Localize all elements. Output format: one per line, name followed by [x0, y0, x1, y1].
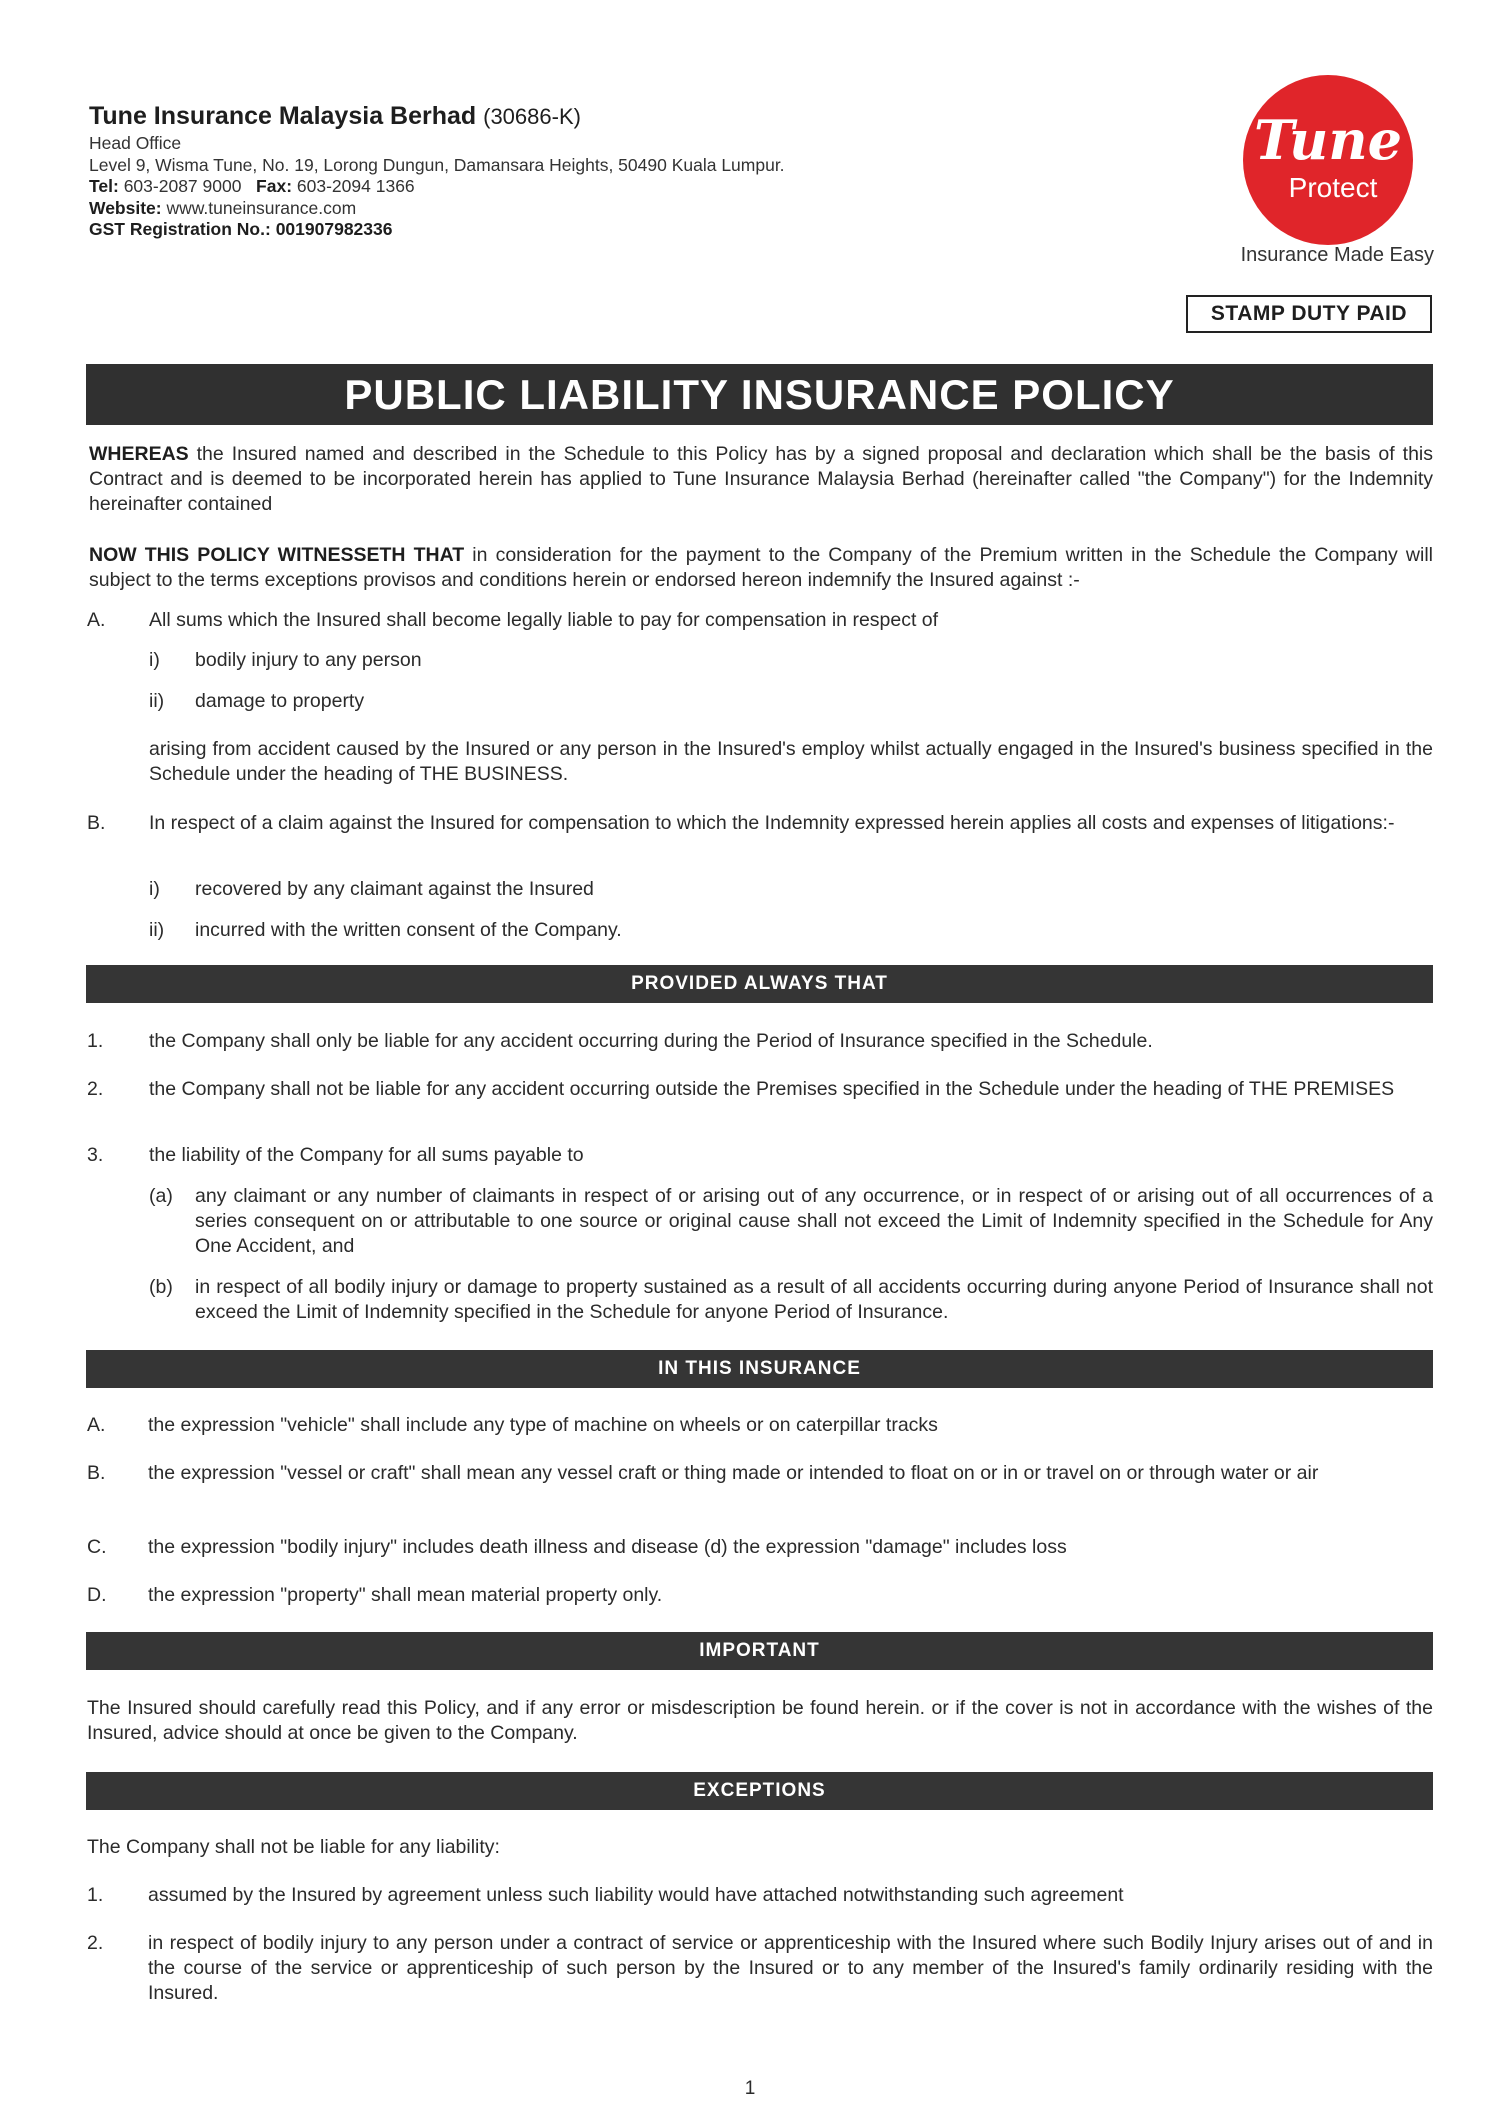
whereas-paragraph: WHEREAS the Insured named and described in the Schedule to this Policy has by a signed proposal and declaration which shall be the basis of this Contract and is deemed to be incorporated herein has applied to Tune Insurance Malaysia Berhad (hereinafter called "the Company") for the Indemnity hereinafter contained: [89, 443, 1433, 515]
company-address: Level 9, Wisma Tune, No. 19, Lorong Dungun, Damansara Heights, 50490 Kuala Lumpur.: [89, 154, 785, 175]
company-reg: (30686-K): [483, 104, 581, 129]
in-this-insurance-heading: IN THIS INSURANCE: [86, 1350, 1433, 1388]
page-number: 1: [744, 2078, 756, 2099]
exceptions-heading: EXCEPTIONS: [86, 1772, 1433, 1810]
provided-heading: PROVIDED ALWAYS THAT: [86, 965, 1433, 1003]
company-info: [89, 100, 989, 241]
logo-sub-text: Protect: [1288, 172, 1378, 203]
website-value: www.tuneinsurance.com: [166, 197, 357, 218]
tune-protect-logo: [1241, 73, 1415, 247]
clause-a-tail: arising from accident caused by the Insured or any person in the Insured's employ whilst actually engaged in the Insured's business specified in the Schedule under the heading of THE BUSINESS.: [149, 738, 1433, 785]
company-name: Tune Insurance Malaysia Berhad (30686-K): [89, 102, 581, 130]
witnesseth-paragraph: NOW THIS POLICY WITNESSETH THAT in consideration for the payment to the Company of the Premium written in the Schedule the Company will subject to the terms exceptions provisos and conditions herein or endorsed hereon indemnify the Insured against :-: [89, 544, 1433, 591]
tagline: Insurance Made Easy: [1240, 244, 1434, 266]
policy-page: Tune Insurance Malaysia Berhad (30686-K) Head Office Level 9, Wisma Tune, No. 19, Lorong Dungun, Damansara Heights, 50490 Kuala Lumpur. Tel: 603-2087 9000 Fax: 603-2094 1366 Website: www.tuneinsurance.com GST Registration No.: 001907982336 Tune Protect Insurance Made Easy STAMP DUTY PAID PUBLIC LIABILITY INSURANCE POLICY WHEREAS the Insured named and described in the Schedule to this Policy has by a signed proposal and declaration which shall be the basis of this Contract and is deemed to be incorporated herein has applied to Tune Insurance Malaysia Berhad (hereinafter called "the Company") for the Indemnity hereinafter contained NOW THIS POLICY WITNESSETH THAT in consideration for the payment to the Company of the Premium written in the Schedule the Company will subject to the terms exceptions provisos and conditions herein or endorsed hereon indemnify the Insured against :- A. All sums which the Insured shall become legally liable to pay for compensation in respect of i) bodily injury to any person ii) damage to property arising from accident caused by the Insured or any person in the Insured's employ whilst actually engaged in the Insured's business specified in the Schedule under the heading of THE BUSINESS. B. In respect of a claim against the Insured for compensation to which the Indemnity expressed herein applies all costs and expenses of litigations:- i) recovered by any claimant against the Insured ii) incurred with the written consent of the Company. PROVIDED ALWAYS THAT 1. the Company shall only be liable for any accident occurring during the Period of Insurance specified in the Schedule. 2. the Company shall not be liable for any accident occurring outside the Premises specified in the Schedule under the heading of THE PREMISES 3. the liability of the Company for all sums payable to (a) any claimant or any number of claimants in respect of or arising out of any occurrence, or in respect of or arising out of all occurrences of a series consequent on or attributable to one source or original cause shall not exceed the Limit of Indemnity specified in the Schedule for Any One Accident, and (b) in respect of all bodily injury or damage to property sustained as a result of all accidents occurring during anyone Period of Insurance shall not exceed the Limit of Indemnity specified in the Schedule for anyone Period of Insurance. IN THIS INSURANCE A. the expression "vehicle" shall include any type of machine on wheels or on caterpillar tracks B. the expression "vessel or craft" shall mean any vessel craft or thing made or intended to float on or in or travel on or through water or air C. the expression "bodily injury" includes death illness and disease (d) the expression "damage" includes loss D. the expression "property" shall mean material property only. IMPORTANT The Insured should carefully read this Policy, and if any error or misdescription be found herein. or if the cover is not in accordance with the wishes of the Insured, advice should at once be given to the Company. EXCEPTIONS The Company shall not be liable for any liability: 1. assumed by the Insured by agreement unless such liability would have attached notwithstanding such agreement 2. in respect of bodily injury to any person under a contract of service or apprenticeship with the Insured where such Bodily Injury arises out of and in the course of the service or apprenticeship of such person by the Insured or to any member of the Insured's family ordinarily residing with the Insured. 1: [0, 0, 1500, 2121]
gst-value: 001907982336: [275, 219, 393, 239]
website-line: Website: www.tuneinsurance.com: [89, 197, 357, 218]
fax-value: 603-2094 1366: [296, 176, 415, 196]
policy-title: PUBLIC LIABILITY INSURANCE POLICY: [86, 364, 1433, 425]
exceptions-lead: The Company shall not be liable for any liability:: [87, 1836, 500, 1858]
contact-line: Tel: 603-2087 9000 Fax: 603-2094 1366: [89, 176, 415, 196]
tel-value: 603-2087 9000: [123, 176, 242, 196]
important-text: The Insured should carefully read this Policy, and if any error or misdescription be found herein. or if the cover is not in accordance with the wishes of the Insured, advice should at once be given to the Company.: [87, 1697, 1433, 1744]
important-heading: IMPORTANT: [86, 1632, 1433, 1670]
gst-line: GST Registration No.: 001907982336: [89, 219, 393, 239]
office-label: Head Office: [89, 133, 182, 153]
stamp-duty-box: STAMP DUTY PAID: [1186, 295, 1432, 333]
logo-brand-text: Tune: [1253, 108, 1403, 172]
